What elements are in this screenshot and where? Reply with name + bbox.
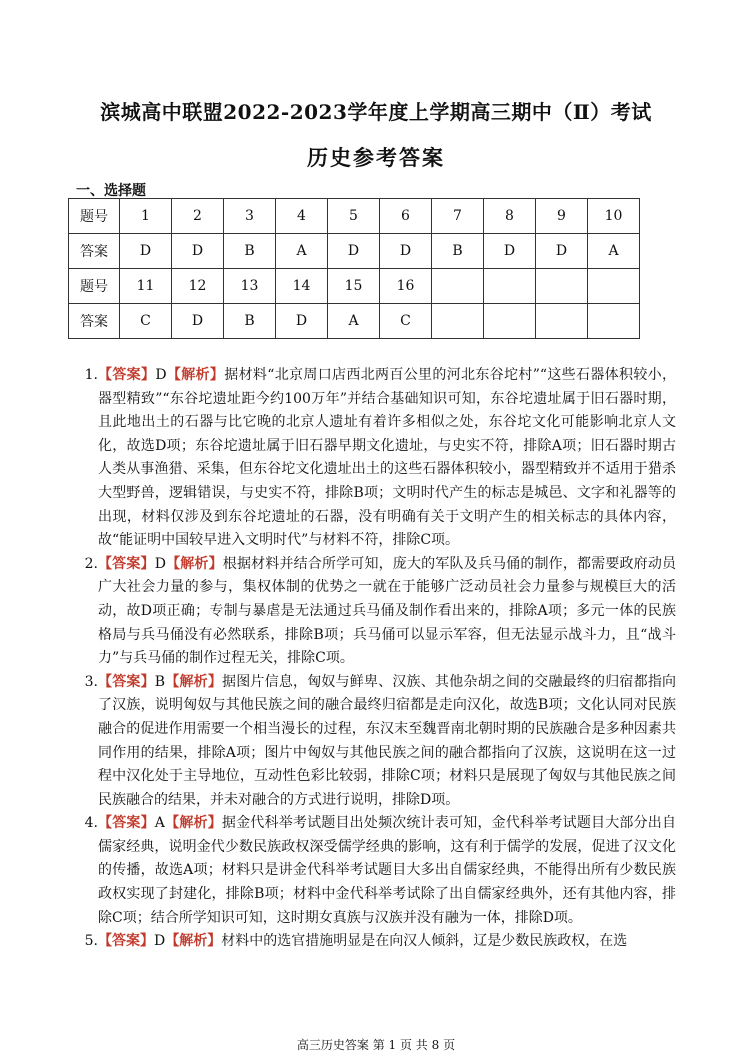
table-cell: 16 xyxy=(380,269,432,304)
analysis-text: 据图片信息，匈奴与鲜卑、汉族、其他杂胡之间的交融最终的归宿都指向了汉族，说明匈奴与其他民族之间的融合最终归宿都是走向汉化，故选B项；文化认同对民族融合的促进作用需要一个相当漫长的过程，东汉末至魏晋南北朝时期的民族融合是多种因素共同作用的结果，排除A项；图片中匈奴与其他民族之间的融合都指向了汉族，这说明在这一过程中汉化处于主导地位，互动性色彩比较弱，排除C项；材料只是展现了匈奴与其他民族之间民族融合的结果，并未对融合的方式进行说明，排除D项。 xyxy=(98,673,677,808)
table-header-cell: 答案 xyxy=(69,304,120,339)
table-row xyxy=(69,304,640,339)
answer-tag: 【答案】 xyxy=(98,367,156,383)
answer-letter: D xyxy=(155,367,167,383)
table-cell: 5 xyxy=(328,199,380,234)
table-cell: 9 xyxy=(536,199,588,234)
answer-tag: 【答案】 xyxy=(98,933,154,950)
analysis-tag: 【解析】 xyxy=(165,555,223,572)
explanation-item xyxy=(76,930,676,954)
table-cell xyxy=(588,304,640,339)
table-cell xyxy=(536,269,588,304)
table-cell xyxy=(432,269,484,304)
item-number: 3. xyxy=(84,673,98,690)
analysis-text: 根据材料并结合所学可知，庞大的军队及兵马俑的制作，都需要政府动员广大社会力量的参与，集权体制的优势之一就在于能够广泛动员社会力量参与规模巨大的活动，故D项正确；专制与暴虐是无法通过兵马俑及制作看出来的，排除A项；多元一体的民族格局与兵马俑没有必然联系，排除B项；兵马俑可以显示军容，但无法显示战斗力，且“战斗力”与兵马俑的制作过程无关，排除C项。 xyxy=(98,555,677,667)
table-cell: 15 xyxy=(328,269,380,304)
answer-tag: 【答案】 xyxy=(98,673,155,690)
table-cell: D xyxy=(276,304,328,339)
item-number: 1. xyxy=(84,367,98,383)
document-title: 滨城高中联盟2022-2023学年度上学期高三期中（Ⅱ）考试 xyxy=(100,100,652,124)
analysis-text: 材料中的选官措施明显是在向汉人倾斜，辽是少数民族政权，在选 xyxy=(221,933,628,950)
table-cell: B xyxy=(432,234,484,269)
table-cell: 12 xyxy=(172,269,224,304)
item-text xyxy=(98,812,676,930)
table-cell: 7 xyxy=(432,199,484,234)
table-cell: 6 xyxy=(380,199,432,234)
table-cell: 13 xyxy=(224,269,276,304)
table-cell xyxy=(536,304,588,339)
item-text xyxy=(98,364,676,553)
table-cell: B xyxy=(224,304,276,339)
table-cell xyxy=(484,269,536,304)
table-cell: B xyxy=(224,234,276,269)
answer-letter: B xyxy=(154,673,166,690)
analysis-tag: 【解析】 xyxy=(165,673,223,690)
table-cell xyxy=(432,304,484,339)
table-cell: 2 xyxy=(172,199,224,234)
table-header-cell: 答案 xyxy=(69,234,120,269)
table-cell: C xyxy=(120,304,172,339)
answer-letter: A xyxy=(154,815,165,832)
answer-letter: D xyxy=(154,555,166,572)
explanation-item xyxy=(76,812,676,930)
table-row xyxy=(69,269,640,304)
item-number: 4. xyxy=(84,815,98,832)
analysis-tag: 【解析】 xyxy=(165,933,222,950)
answer-table xyxy=(68,198,640,339)
item-text xyxy=(98,671,676,813)
document-subtitle: 历史参考答案 xyxy=(307,145,445,170)
table-cell: D xyxy=(120,234,172,269)
table-cell: D xyxy=(172,304,224,339)
table-cell: D xyxy=(536,234,588,269)
table-cell: 10 xyxy=(588,199,640,234)
page-footer: 高三历史答案 第 1 页 共 8 页 xyxy=(296,1038,456,1052)
table-cell: 11 xyxy=(120,269,172,304)
table-header-cell: 题号 xyxy=(69,269,120,304)
explanation-item xyxy=(76,553,676,671)
table-cell: C xyxy=(380,304,432,339)
answer-letter: D xyxy=(154,933,166,950)
table-cell: A xyxy=(276,234,328,269)
item-text xyxy=(98,930,676,954)
table-cell xyxy=(588,269,640,304)
explanation-item xyxy=(76,364,676,553)
table-cell: 14 xyxy=(276,269,328,304)
table-cell: 4 xyxy=(276,199,328,234)
table-cell: D xyxy=(380,234,432,269)
table-cell: D xyxy=(328,234,380,269)
section-heading: 一、选择题 xyxy=(76,183,146,199)
answer-tag: 【答案】 xyxy=(98,555,155,572)
table-cell: 8 xyxy=(484,199,536,234)
table-row xyxy=(69,199,640,234)
table-cell: D xyxy=(484,234,536,269)
table-cell: A xyxy=(328,304,380,339)
table-cell: A xyxy=(588,234,640,269)
item-text xyxy=(98,553,676,671)
explanation-item xyxy=(76,671,676,813)
item-number: 5. xyxy=(84,933,98,950)
table-cell: D xyxy=(172,234,224,269)
analysis-text: 据材料“北京周口店西北两百公里的河北东谷坨村”“这些石器体积较小，器型精致”“东谷坨遗址距今约100万年”并结合基础知识可知，东谷坨遗址属于旧石器时期，且此地出土的石器与比它晚的北京人遗址有着许多相似之处，东谷坨文化可能影响北京人文化，故选D项；东谷坨遗址属于旧石器早期文化遗址，与史实不符，排除A项；旧石器时期古人类从事渔猎、采集，但东谷坨文化遗址出土的这些石器体积较小，器型精致并不适用于猎杀大型野兽，逻辑错误，与史实不符，排除B项；文明时代产生的标志是城邑、文字和礼器等的出现，材料仅涉及到东谷坨遗址的石器，没有明确有关于文明产生的相关标志的具体内容，故“能证明中国较早进入文明时代”与材料不符，排除C项。 xyxy=(98,367,676,549)
table-cell xyxy=(484,304,536,339)
table-cell: 3 xyxy=(224,199,276,234)
analysis-tag: 【解析】 xyxy=(164,815,222,832)
item-number: 2. xyxy=(84,555,98,572)
table-cell: 1 xyxy=(120,199,172,234)
table-header-cell: 题号 xyxy=(69,199,120,234)
explanation-list xyxy=(76,364,676,954)
table-row xyxy=(69,234,640,269)
analysis-text: 据金代科举考试题目出处频次统计表可知，金代科举考试题目大部分出自儒家经典，说明金代少数民族政权深受儒学经典的影响，这有利于儒学的发展，促进了汉文化的传播，故选A项；材料只是讲金代科举考试题目大多出自儒家经典，不能得出所有少数民族政权实现了封建化，排除B项；材料中金代科举考试除了出自儒家经典外，还有其他内容，排除C项；结合所学知识可知，这时期女真族与汉族并没有融为一体，排除D项。 xyxy=(98,815,677,926)
analysis-tag: 【解析】 xyxy=(166,367,225,383)
answer-tag: 【答案】 xyxy=(98,815,155,832)
